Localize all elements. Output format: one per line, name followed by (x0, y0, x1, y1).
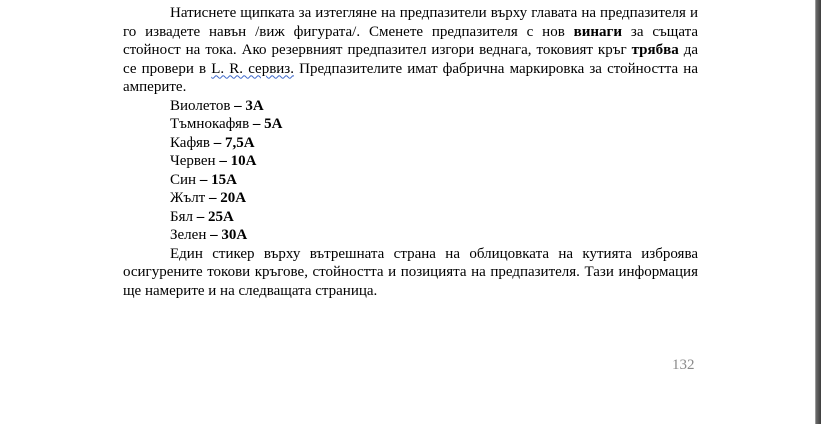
service-name-spellcheck: L. R. сервиз. (211, 60, 294, 77)
fuse-ampere: 25A (208, 208, 234, 225)
fuse-list-item (123, 115, 698, 134)
fuse-color: Тъмнокафяв (170, 116, 250, 132)
fuse-color: Червен (170, 153, 216, 169)
fuse-separator: – (209, 134, 225, 151)
fuse-list-item (123, 97, 698, 116)
fuse-ampere: 15A (211, 171, 237, 188)
paragraph1-text-a: Натиснете щипката за изтегляне на предпазители върху главата на предпазителя и го извадете навън /виж фигурата/. Сменете предпазителя с нов (123, 5, 698, 40)
fuse-list-item (123, 189, 698, 208)
fuse-separator: – (196, 171, 212, 188)
fuse-color-list (123, 97, 698, 245)
fuse-color: Кафяв (170, 134, 210, 151)
fuse-color: Жълт (170, 190, 206, 206)
bold-must: трябва (631, 42, 679, 58)
bold-always: винаги (573, 23, 623, 40)
fuse-separator: – (230, 97, 246, 114)
fuse-color: Виолетов (170, 97, 231, 114)
paragraph1-text-d: Предпазителите имат фабрична маркировка за стойността на амперите. (123, 60, 698, 95)
fuse-color: Син (170, 171, 197, 188)
fuse-ampere: 20A (220, 190, 247, 206)
fuse-list-item (123, 171, 698, 190)
fuse-separator: – (215, 153, 231, 169)
fuse-separator: – (205, 190, 221, 206)
paragraph1-text-b: за същата стойност на тока. Ако резервният предпазител изгори веднага, токовият кръг (123, 23, 698, 58)
fuse-list-item (123, 134, 698, 153)
paragraph-sticker-info: Един стикер върху вътрешната страна на облицовката на кутията изброява осигурените токови кръгове, стойността и позицията на предпазителя. Тази информация ще намерите и на следващата страница. (123, 245, 698, 299)
fuse-separator: – (206, 227, 222, 243)
fuse-color: Зелен (170, 227, 207, 243)
fuse-ampere: 10A (230, 153, 257, 169)
fuse-list-item (123, 152, 698, 171)
page-body (123, 4, 698, 300)
paragraph1-text-c: да се провери в (123, 42, 698, 77)
fuse-list-item (123, 208, 698, 227)
paragraph-fuse-replacement (123, 4, 698, 97)
fuse-ampere: 30A (221, 227, 248, 243)
page-shadow (816, 0, 821, 424)
fuse-ampere: 7,5A (224, 134, 255, 151)
fuse-ampere: 3A (245, 97, 264, 114)
fuse-list-item (123, 226, 698, 245)
fuse-separator: – (193, 208, 208, 225)
fuse-separator: – (249, 116, 265, 132)
fuse-color: Бял (170, 208, 193, 225)
fuse-ampere: 5A (264, 116, 283, 132)
page-number: 132 (672, 357, 695, 373)
